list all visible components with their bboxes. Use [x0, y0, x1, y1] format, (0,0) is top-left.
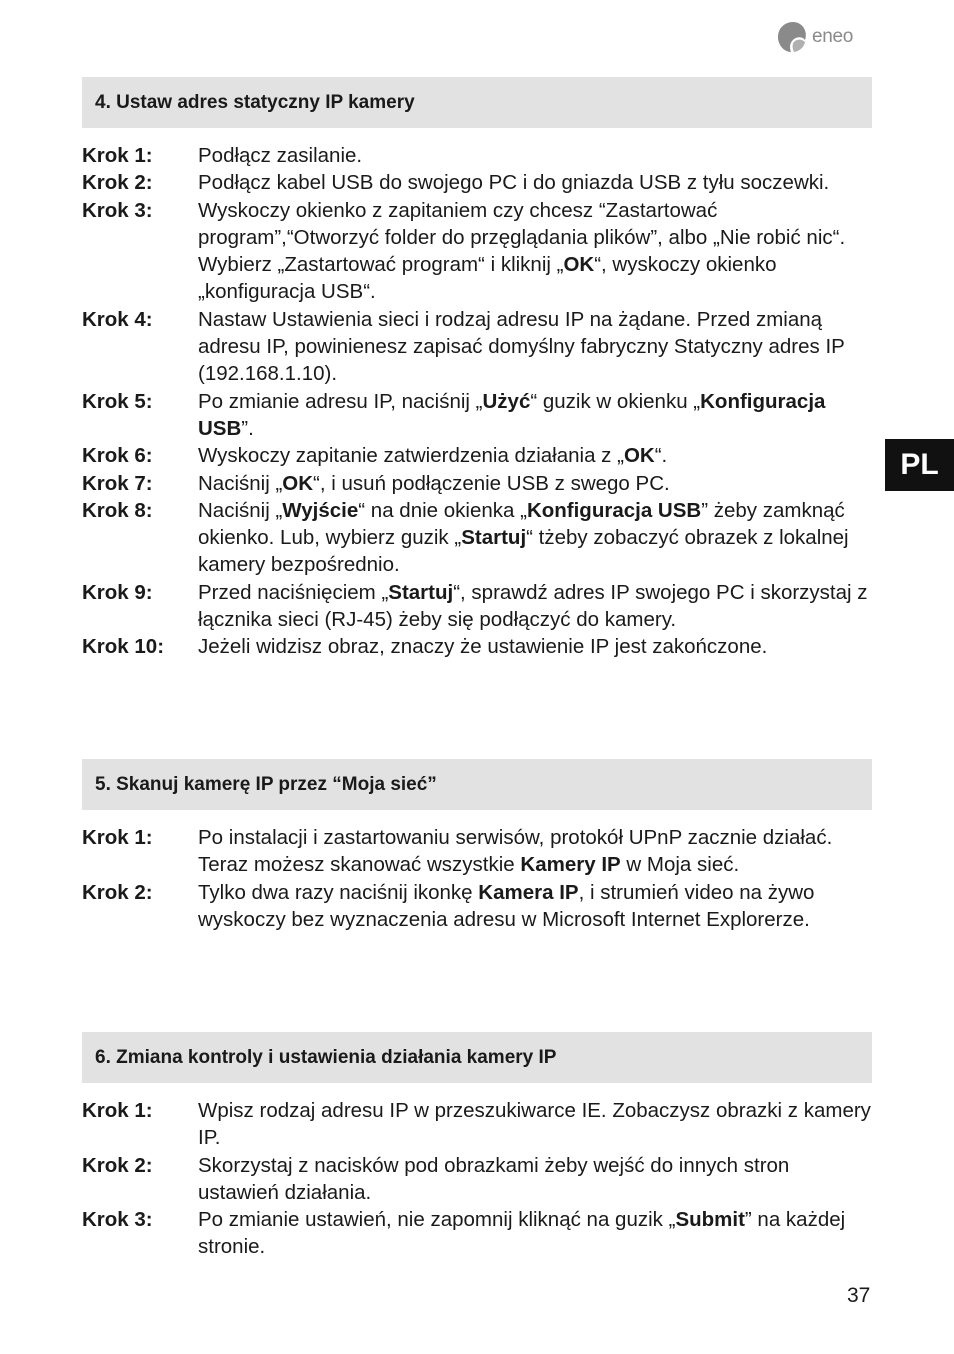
step-row — [82, 497, 882, 579]
step-text-segment: Wyskoczy okienko z zapitaniem czy chcesz “Zastartować program”,“Otworzyć folder do przęglądania plików”, albo „Nie robić nic“. Wybierz „Zastartować program“ i kliknij „ — [198, 198, 846, 277]
step-text-segment: Po zmianie ustawień, nie zapomnij kliknąć na guzik „ — [198, 1208, 676, 1232]
step-text-bold: OK — [282, 471, 314, 495]
step-label: Krok 3: — [82, 1208, 153, 1232]
step-text — [198, 824, 874, 879]
step-row — [82, 633, 882, 660]
step-text-bold: OK — [623, 444, 655, 468]
step-row — [82, 169, 882, 196]
step-row — [82, 388, 882, 443]
step-text-segment: Naciśnij „ — [198, 471, 283, 495]
step-text — [198, 1097, 874, 1152]
step-label: Krok 8: — [82, 498, 153, 522]
step-text — [198, 197, 874, 306]
step-row — [82, 306, 882, 388]
step-text-segment: “, sprawdź adres IP swojego PC i skorzystaj z łącznika sieci (RJ-45) żeby się podłączyć do kamery. — [198, 580, 868, 632]
step-text — [198, 306, 874, 388]
language-tab: PL — [885, 439, 954, 491]
step-label: Krok 7: — [82, 471, 153, 495]
step-text — [198, 142, 874, 169]
step-label: Krok 2: — [82, 171, 153, 195]
section-6-steps — [82, 1097, 882, 1261]
step-text-segment: Jeżeli widzisz obraz, znaczy że ustawienie IP jest zakończone. — [198, 635, 768, 659]
step-text-segment: Wyskoczy zapitanie zatwierdzenia działania z „ — [198, 444, 624, 468]
step-text-segment: Nastaw Ustawienia sieci i rodzaj adresu IP na żądane. Przed zmianą adresu IP, powinienesz zapisać domyślny fabryczny Statyczny adres IP (192.168.1.10). — [198, 307, 845, 386]
step-row — [82, 824, 882, 879]
step-row — [82, 470, 882, 497]
step-text-segment: ” na każdej stronie. — [198, 1208, 846, 1259]
section-4-steps — [82, 142, 882, 661]
step-label: Krok 1: — [82, 826, 153, 849]
step-text — [198, 633, 874, 660]
step-text-segment: , i strumień video na żywo wyskoczy bez wyznaczenia adresu w Microsoft Internet Explorerze. — [198, 880, 815, 931]
step-row — [82, 442, 882, 469]
step-row — [82, 879, 882, 934]
step-text — [198, 579, 874, 634]
step-text-bold: Wyjście — [282, 498, 359, 522]
step-text-bold: Konfiguracja USB — [198, 389, 826, 440]
step-text — [198, 442, 874, 469]
step-text-bold: Kamery IP — [520, 853, 621, 877]
step-text-segment: Wpisz rodzaj adresu IP w przeszukiwarce IE. Zobaczysz obrazki z kamery IP. — [198, 1099, 871, 1150]
step-text-segment: Podłącz kabel USB do swojego PC i do gniazda USB z tyłu soczewki. — [198, 171, 830, 195]
step-label: Krok 2: — [82, 1153, 153, 1177]
step-label: Krok 6: — [82, 444, 153, 468]
step-text — [198, 1206, 874, 1261]
step-row — [82, 579, 882, 634]
step-row — [82, 1097, 882, 1152]
step-label: Krok 3: — [82, 198, 153, 222]
step-row — [82, 1152, 882, 1207]
step-text-segment: “, i usuń podłączenie USB z swego PC. — [313, 471, 670, 495]
step-text-bold: Użyć — [482, 389, 531, 413]
section-6-heading: 6. Zmiana kontroly i ustawienia działania kamery IP — [82, 1032, 872, 1083]
step-label: Krok 5: — [82, 389, 153, 413]
step-text-segment: ” żeby zamknąć okienko. Lub, wybierz guzik „ — [198, 498, 845, 550]
step-text-segment: Skorzystaj z nacisków pod obrazkami żeby wejść do innych stron ustawień działania. — [198, 1153, 790, 1204]
step-label: Krok 10: — [82, 635, 165, 659]
step-text — [198, 879, 874, 934]
section-5-heading: 5. Skanuj kamerę IP przez “Moja sieć” — [82, 759, 872, 810]
step-label: Krok 2: — [82, 880, 153, 904]
step-text-segment: Po zmianie adresu IP, naciśnij „ — [198, 389, 483, 413]
step-text-segment: Tylko dwa razy naciśnij ikonkę — [198, 880, 479, 904]
step-label: Krok 9: — [82, 580, 153, 604]
step-text — [198, 1152, 874, 1207]
step-text-segment: “. — [654, 444, 668, 468]
step-text-bold: Startuj — [461, 526, 527, 550]
step-label: Krok 1: — [82, 1099, 153, 1122]
section-4-heading: 4. Ustaw adres statyczny IP kamery — [82, 77, 872, 128]
step-text-segment: Przed naciśnięciem „ — [198, 580, 389, 604]
step-text-segment: ”. — [241, 416, 254, 440]
step-text-segment: Podłącz zasilanie. — [198, 144, 363, 167]
step-text — [198, 470, 874, 497]
step-text-bold: Submit — [675, 1208, 745, 1232]
step-text — [198, 388, 874, 443]
step-text-segment: “, wyskoczy okienko „konfiguracja USB“. — [198, 253, 777, 304]
step-row — [82, 1206, 882, 1261]
step-row — [82, 197, 882, 306]
eneo-leaf-icon — [776, 20, 810, 54]
step-text — [198, 169, 874, 196]
step-text-segment: Naciśnij „ — [198, 498, 283, 522]
brand-name: eneo — [812, 26, 854, 47]
step-text-bold: OK — [563, 253, 595, 277]
section-5-steps — [82, 824, 882, 933]
step-text-segment: Po instalacji i zastartowaniu serwisów, protokół UPnP zacznie działać. Teraz możesz skanować wszystkie — [198, 826, 833, 877]
page-number: 37 — [847, 1284, 871, 1307]
step-label: Krok 4: — [82, 307, 153, 331]
step-text-bold: Kamera IP — [478, 880, 579, 904]
step-text-segment: “ guzik w okienku „ — [530, 389, 701, 413]
step-text-segment: “ na dnie okienka „ — [358, 498, 527, 522]
brand-logo — [776, 20, 853, 54]
step-label: Krok 1: — [82, 144, 153, 167]
step-text — [198, 497, 874, 579]
step-row — [82, 142, 882, 169]
step-text-bold: Konfiguracja USB — [526, 498, 702, 522]
step-text-segment: w Moja sieć. — [620, 853, 740, 877]
step-text-bold: Startuj — [388, 580, 454, 604]
step-text-segment: “ tżeby zobaczyć obrazek z lokalnej kamery bezpośrednio. — [198, 526, 849, 577]
